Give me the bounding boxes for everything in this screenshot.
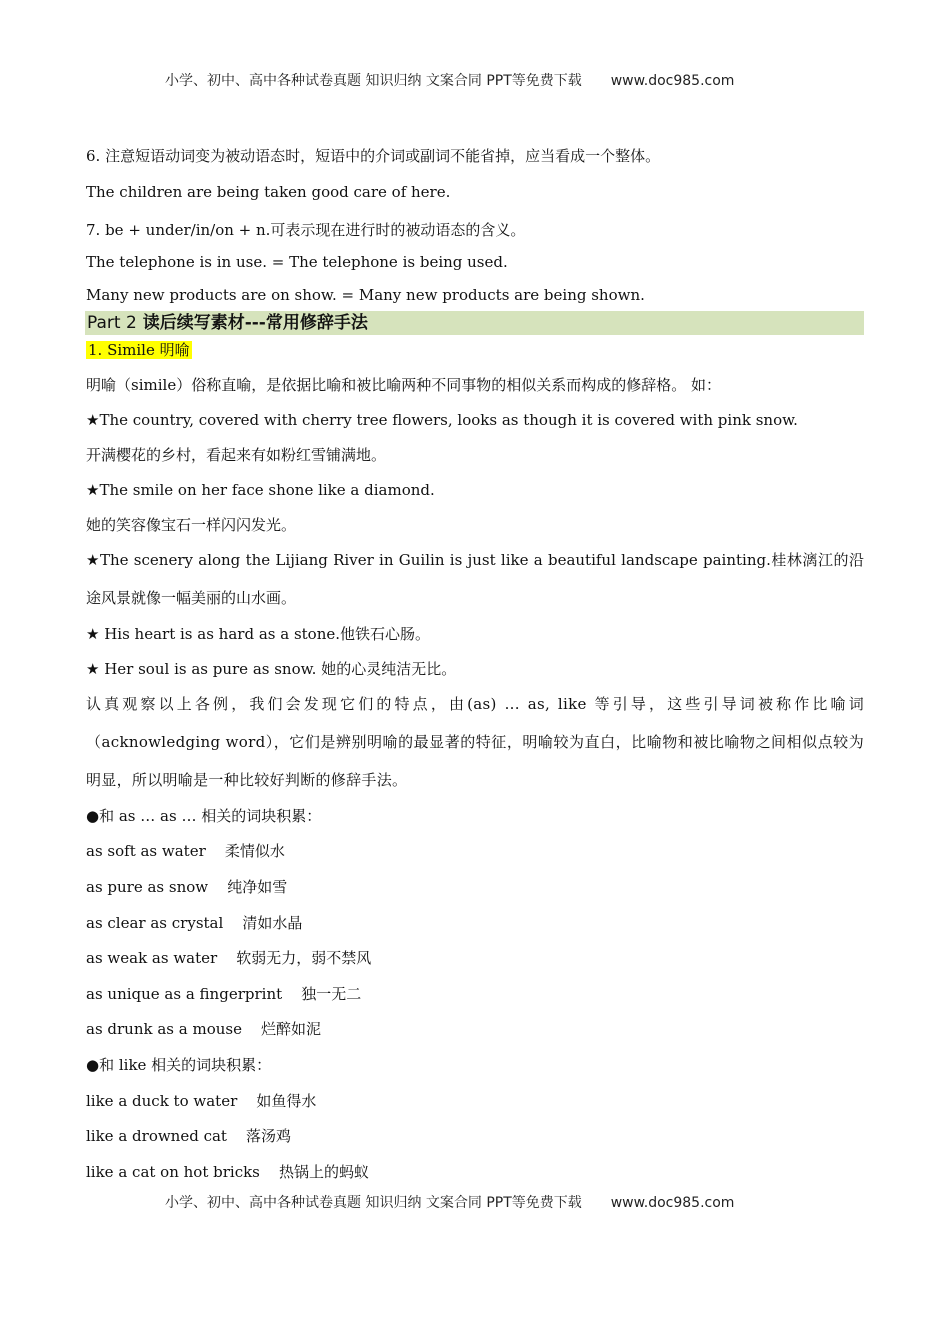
simile-example-2-cn: 她的笑容像宝石一样闪闪发光。	[86, 516, 297, 534]
header-text: 小学、初中、高中各种试卷真题 知识归纳 文案合同 PPT等免费下载	[165, 73, 582, 89]
simile-example-2-en: ★The smile on her face shone like a diamond.	[86, 481, 435, 499]
rule6-example: The children are being taken good care of here.	[86, 183, 451, 201]
rule7-title: 7. be + under/in/on + n.可表示现在进行时的被动语态的含义。	[86, 221, 526, 239]
simile-intro: 明喻（simile）俗称直喻，是依据比喻和被比喻两种不同事物的相似关系而构成的修辞格。 如：	[86, 376, 721, 394]
simile-example-1-en: ★The country, covered with cherry tree flowers, looks as though it is covered with pink snow.	[86, 411, 798, 429]
footer-url[interactable]: www.doc985.com	[610, 1195, 735, 1211]
rule7-example-1: The telephone is in use. = The telephone is being used.	[86, 253, 508, 271]
part2-heading	[87, 312, 368, 334]
like-item: like a duck to water 如鱼得水	[86, 1092, 317, 1110]
like-heading: ●和 like 相关的词块积累：	[86, 1056, 272, 1074]
like-item: like a drowned cat 落汤鸡	[86, 1127, 292, 1145]
part2-label: Part 2	[87, 313, 137, 333]
simile-example-4: ★ His heart is as hard as a stone.他铁石心肠。	[86, 625, 431, 643]
as-as-item: as pure as snow 纯净如雪	[86, 878, 288, 896]
header-url[interactable]: www.doc985.com	[610, 73, 735, 89]
simile-analysis: 认真观察以上各例，我们会发现它们的特点，由(as) ... as, like 等引导，这些引导词被称作比喻词（acknowledging word），它们是辨别明喻的最显著的特征，明喻较为直白，比喻物和被比喻物之间相似点较为明显，所以明喻是一种比较好判断的修辞手法。	[86, 695, 864, 789]
simile-example-5: ★ Her soul is as pure as snow. 她的心灵纯洁无比。	[86, 660, 457, 678]
simile-example-3: ★The scenery along the Lijiang River in Guilin is just like a beautiful landscape painting.桂林漓江的沿途风景就像一幅美丽的山水画。	[86, 551, 864, 607]
as-as-item: as drunk as a mouse 烂醉如泥	[86, 1020, 322, 1038]
rule6-title: 6. 注意短语动词变为被动语态时，短语中的介词或副词不能省掉，应当看成一个整体。	[86, 147, 661, 165]
page-header	[165, 70, 734, 90]
part2-title: 读后续写素材---常用修辞手法	[136, 313, 368, 333]
simile-heading-text: 1. Simile 明喻	[88, 341, 190, 359]
simile-example-1-cn: 开满樱花的乡村，看起来有如粉红雪铺满地。	[86, 446, 387, 464]
as-as-heading: ●和 as … as … 相关的词块积累：	[86, 807, 322, 825]
as-as-item: as weak as water 软弱无力，弱不禁风	[86, 949, 372, 967]
as-as-item: as unique as a fingerprint 独一无二	[86, 985, 362, 1003]
page-footer	[165, 1192, 734, 1212]
as-as-item: as clear as crystal 清如水晶	[86, 914, 303, 932]
as-as-item: as soft as water 柔情似水	[86, 842, 285, 860]
simile-heading	[86, 340, 192, 360]
rule7-example-2: Many new products are on show. = Many new products are being shown.	[86, 286, 645, 304]
footer-text: 小学、初中、高中各种试卷真题 知识归纳 文案合同 PPT等免费下载	[165, 1195, 582, 1211]
like-item: like a cat on hot bricks 热锅上的蚂蚁	[86, 1163, 369, 1181]
